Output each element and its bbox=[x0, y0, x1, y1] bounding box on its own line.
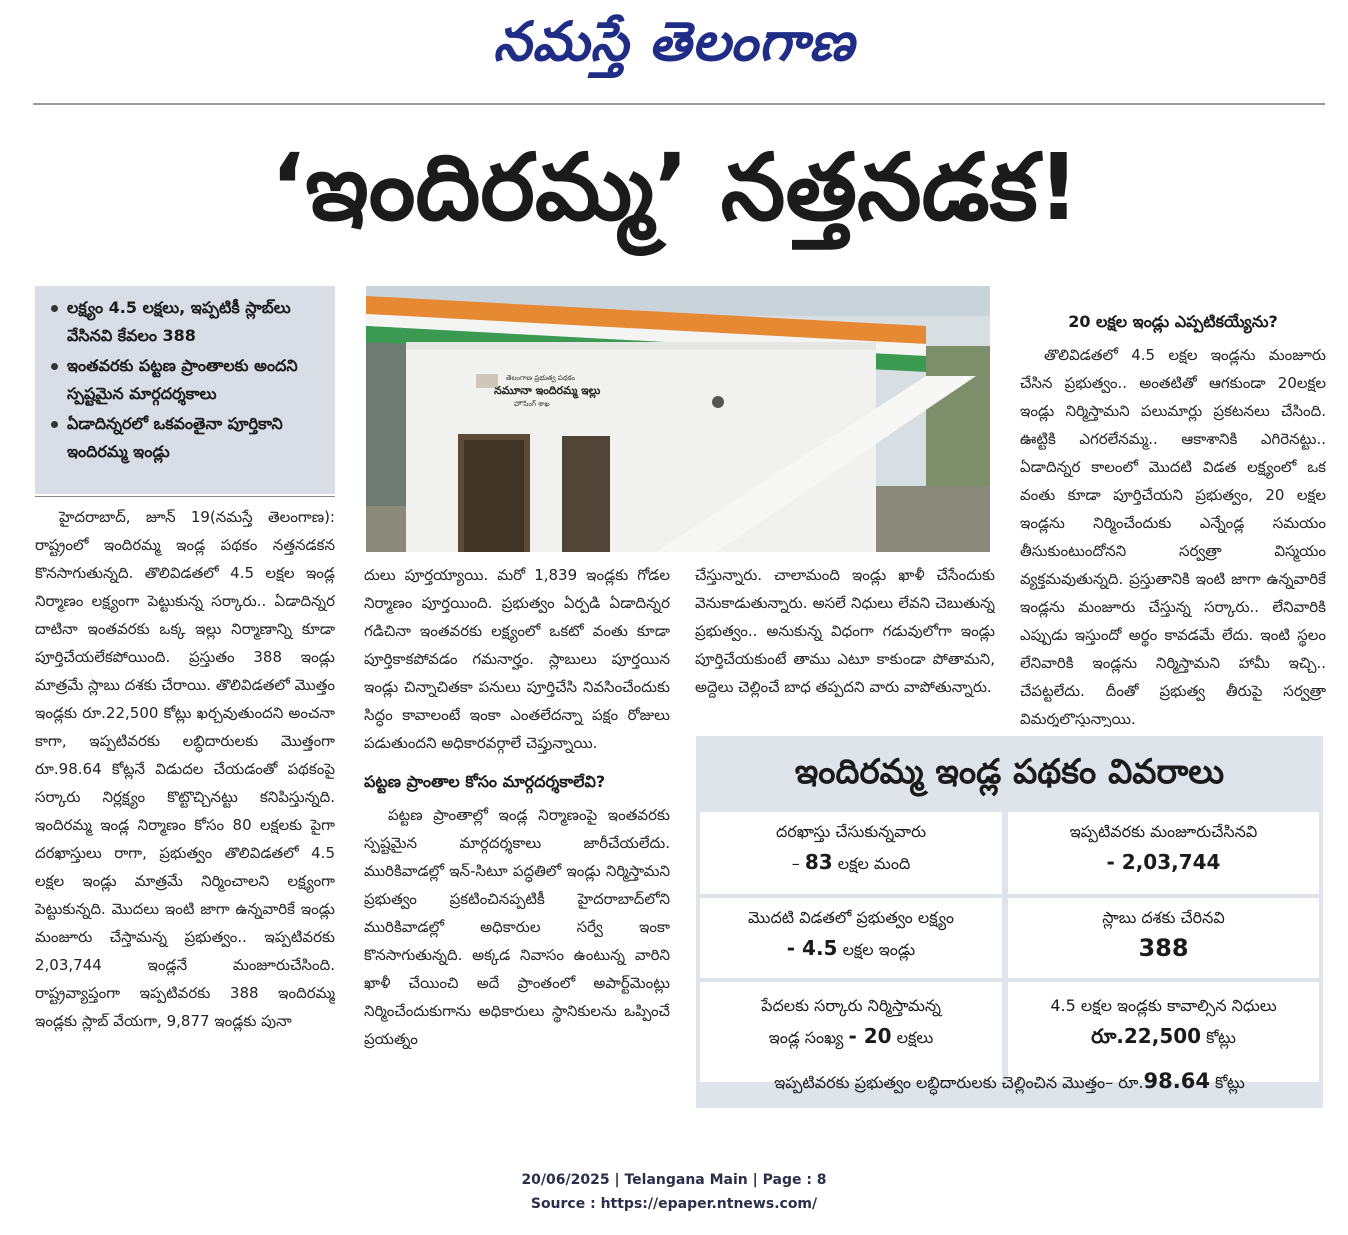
scheme-details-title: ఇందిరమ్మ ఇండ్ల పథకం వివరాలు bbox=[794, 752, 1225, 792]
detail-cell-slab bbox=[1008, 898, 1319, 978]
masthead-divider bbox=[33, 103, 1325, 105]
highlight-item: లక్ష్యం 4.5 లక్షలు, ఇప్పటికీ స్లాబ్‌లు వేసినవి కేవలం 388 bbox=[49, 294, 327, 350]
article-subhead: 20 లక్షల ఇండ్లు ఎప్పటికయ్యేను? bbox=[1068, 312, 1278, 331]
detail-value: రూ.22,500 bbox=[1091, 1024, 1202, 1048]
detail-cell-applicants bbox=[700, 812, 1002, 894]
article-column-3 bbox=[695, 561, 995, 729]
detail-value: 83 bbox=[804, 850, 833, 874]
detail-label: పేదలకు సర్కారు నిర్మిస్తామన్న bbox=[761, 996, 941, 1015]
detail-label: దరఖాస్తు చేసుకున్నవారు bbox=[776, 822, 926, 841]
highlight-item: ఏడాదిన్నరలో ఒకవంతైనా పూర్తికాని ఇందిరమ్మ ఇండ్లు bbox=[49, 410, 327, 466]
detail-prefix: ఇండ్ల సంఖ్య bbox=[768, 1028, 849, 1047]
highlights-box bbox=[35, 286, 335, 494]
detail-suffix: లక్షలు bbox=[891, 1028, 934, 1047]
detail-suffix: లక్షల మంది bbox=[832, 854, 911, 873]
highlight-item: ఇంతవరకు పట్టణ ప్రాంతాలకు అందని స్పష్టమైన మార్గదర్శకాలు bbox=[49, 352, 327, 408]
paid-total-suffix: కోట్లు bbox=[1209, 1073, 1245, 1092]
article-paragraph: చేస్తున్నారు. చాలామంది ఇండ్లు ఖాళీ చేసేందుకు వెనుకాడుతున్నారు. అసలే నిధులు లేవని చెబుతున్న ప్రభుత్వం.. అనుకున్న విధంగా గడువులోగా ఇండ్లు పూర్తిచేయకుంటే తాము ఎటూ కాకుండా పోతామని, అద్దెలు చెల్లించే బాధ తప్పదని వారు వాపోతున్నారు. bbox=[695, 566, 995, 696]
paid-total-line bbox=[696, 1054, 1323, 1108]
detail-label: మొదటి విడతలో ప్రభుత్వం లక్ష్యం bbox=[748, 908, 954, 927]
detail-suffix: కోట్లు bbox=[1201, 1028, 1236, 1047]
article-paragraph: తొలివిడతలో 4.5 లక్షల ఇండ్లను మంజూరు చేసిన ప్రభుత్వం.. అంతటితో ఆగకుండా 20లక్షల ఇండ్లు నిర్మిస్తామని పలుమార్లు ప్రకటనలు చేసింది. ఊట్టికి ఎగరలేనమ్మ.. ఆకాశానికి ఎగిరెనట్టు.. ఏడాదిన్నర కాలంలో మొదటి విడత లక్ష్యంలో ఒక వంతు కూడా పూర్తిచేయని ప్రభుత్వం, 20 లక్షల ఇండ్లను నిర్మించేందుకు ఎన్నేండ్ల సమయం తీసుకుంటుందోనని సర్వత్రా విస్మయం వ్యక్తమవుతున్నది. ప్రస్తుతానికి ఇంటి జాగా ఉన్నవారికే ఇండ్లను మంజూరు చేస్తున్న సర్కారు.. లేనివారికి ఎప్పుడు ఇస్తుందో అర్థం కావడమే లేదు. ఇంటి స్థలం లేనివారికి ఇండ్లను నిర్మిస్తామని హామీ ఇచ్చి.. చేపట్టలేదు. దీంతో ప్రభుత్వ తీరుపై సర్వత్రా విమర్శలొస్తున్నాయి. bbox=[1020, 346, 1326, 727]
detail-value: 388 bbox=[1138, 934, 1189, 962]
source-footer bbox=[0, 1168, 1348, 1216]
source-link[interactable]: Source : https://epaper.ntnews.com/ bbox=[530, 1196, 818, 1212]
detail-cell-target bbox=[700, 898, 1002, 978]
detail-label: ఇప్పటివరకు మంజూరుచేసినవి bbox=[1069, 822, 1258, 841]
article-column-1 bbox=[35, 503, 335, 1113]
sign-line-2: నమూనా ఇందిరమ్మ ఇల్లు bbox=[494, 384, 601, 397]
masthead-title: నమస్తే తెలంగాణ bbox=[493, 10, 855, 73]
paid-total-value: 98.64 bbox=[1143, 1069, 1210, 1093]
model-house-image bbox=[366, 286, 990, 552]
detail-value: - 2,03,744 bbox=[1106, 850, 1221, 874]
detail-value: - 20 bbox=[848, 1024, 892, 1048]
article-subhead: పట్టణ ప్రాంతాల కోసం మార్గదర్శకాలేవి? bbox=[364, 772, 606, 791]
detail-suffix: లక్షల ఇండ్లు bbox=[837, 940, 916, 959]
article-paragraph: దులు పూర్తయ్యాయి. మరో 1,839 ఇండ్లకు గోడల నిర్మాణం పూర్తయింది. ప్రభుత్వం ఏర్పడి ఏడాదిన్నర గడిచినా ఇంతవరకు లక్ష్యంలో ఒకటో వంతు కూడా పూర్తికాకపోవడం గమనార్హం. స్లాబులు పూర్తయిన ఇండ్లు చిన్నాచితకా పనులు పూర్తిచేసి నివసించేందుకు సిద్ధం కావాలంటే ఇంకా ఎంతలేదన్నా పక్షం రోజులు పడుతుందని అధికారవర్గాలే చెప్తున్నాయి. bbox=[364, 566, 670, 752]
article-paragraph: హైదరాబాద్, జూన్ 19(నమస్తే తెలంగాణ): రాష్ట్రంలో ఇందిరమ్మ ఇండ్ల పథకం నత్తనడకన కొనసాగుతున్నది. తొలివిడతలో 4.5 లక్షల ఇండ్ల నిర్మాణం లక్ష్యంగా పెట్టుకున్న సర్కారు.. ఏడాదిన్నర దాటినా ఇంతవరకు ఒక్క ఇల్లు నిర్మాణాన్ని కూడా పూర్తిచేయలేకపోయింది. ప్రస్తుతం 388 ఇండ్లు మాత్రమే స్లాబు దశకు చేరాయి. తొలివిడతలో మొత్తం ఇండ్లకు రూ.22,500 కోట్లు ఖర్చవుతుందని అంచనా కాగా, ఇప్పటివరకు లబ్ధిదారులకు మొత్తంగా రూ.98.64 కోట్లనే విడుదల చేయడంతో పథకంపై సర్కారు నిర్లక్ష్యం కొట్టొచ్చినట్టు కనిపిస్తున్నది. ఇందిరమ్మ ఇండ్ల నిర్మాణం కోసం 80 లక్షలకు పైగా దరఖాస్తులు రాగా, ప్రభుత్వం తొలివిడతలో 4.5 లక్షల ఇండ్లు మాత్రమే నిర్మించాలని లక్ష్యంగా పెట్టుకున్నది. మొదలు ఇంటి జాగా ఉన్నవారికే ఇండ్లు మంజూరు చేస్తామన్న ప్రభుత్వం.. ఇప్పటివరకు 2,03,744 ఇండ్లనే మంజూరుచేసింది. రాష్ట్రవ్యాప్తంగా ఇప్పటివరకు 388 ఇందిరమ్మ ఇండ్లకు స్లాబ్ వేయగా, 9,877 ఇండ్లకు పునా bbox=[35, 508, 335, 1030]
paid-total-label: ఇప్పటివరకు ప్రభుత్వం లబ్ధిదారులకు చెల్లించిన మొత్తం– రూ. bbox=[774, 1073, 1144, 1092]
highlights-divider bbox=[35, 496, 335, 497]
sign-line-1: తెలంగాణ ప్రభుత్వ పథకం bbox=[506, 374, 576, 382]
detail-label: స్లాబు దశకు చేరినవి bbox=[1102, 908, 1225, 927]
article-column-4 bbox=[1020, 307, 1326, 727]
scheme-details-box bbox=[696, 736, 1323, 1108]
detail-cell-sanctioned bbox=[1008, 812, 1319, 894]
article-column-2 bbox=[364, 561, 670, 1116]
detail-label: 4.5 లక్షల ఇండ్లకు కావాల్సిన నిధులు bbox=[1050, 996, 1277, 1015]
edition-info: 20/06/2025 | Telangana Main | Page : 8 bbox=[521, 1172, 827, 1188]
detail-prefix: – bbox=[791, 854, 805, 873]
article-paragraph: పట్టణ ప్రాంతాల్లో ఇండ్ల నిర్మాణంపై ఇంతవరకు స్పష్టమైన మార్గదర్శకాలు జారీచేయలేదు. మురికివాడల్లో ఇన్-సిటూ పద్ధతిలో ఇండ్లు నిర్మిస్తామని ప్రభుత్వం ప్రకటించినప్పటికీ హైదరాబాద్‌లోని మురికివాడల్లో అధికారుల సర్వే ఇంకా కొనసాగుతున్నది. అక్కడ నివాసం ఉంటున్న వారిని ఖాళీ చేయించి అదే ప్రాంతంలో అపార్ట్‌మెంట్లు నిర్మించేందుకుగాను అధికారులు స్థానికులను ఒప్పించే ప్రయత్నం bbox=[364, 806, 670, 1048]
detail-value: - 4.5 bbox=[786, 936, 838, 960]
sign-line-3: హౌసింగ్ శాఖ bbox=[514, 400, 550, 408]
page-headline: ‘ఇందిరమ్మ’ నత్తనడక! bbox=[270, 134, 1080, 241]
house-photo bbox=[366, 286, 990, 552]
